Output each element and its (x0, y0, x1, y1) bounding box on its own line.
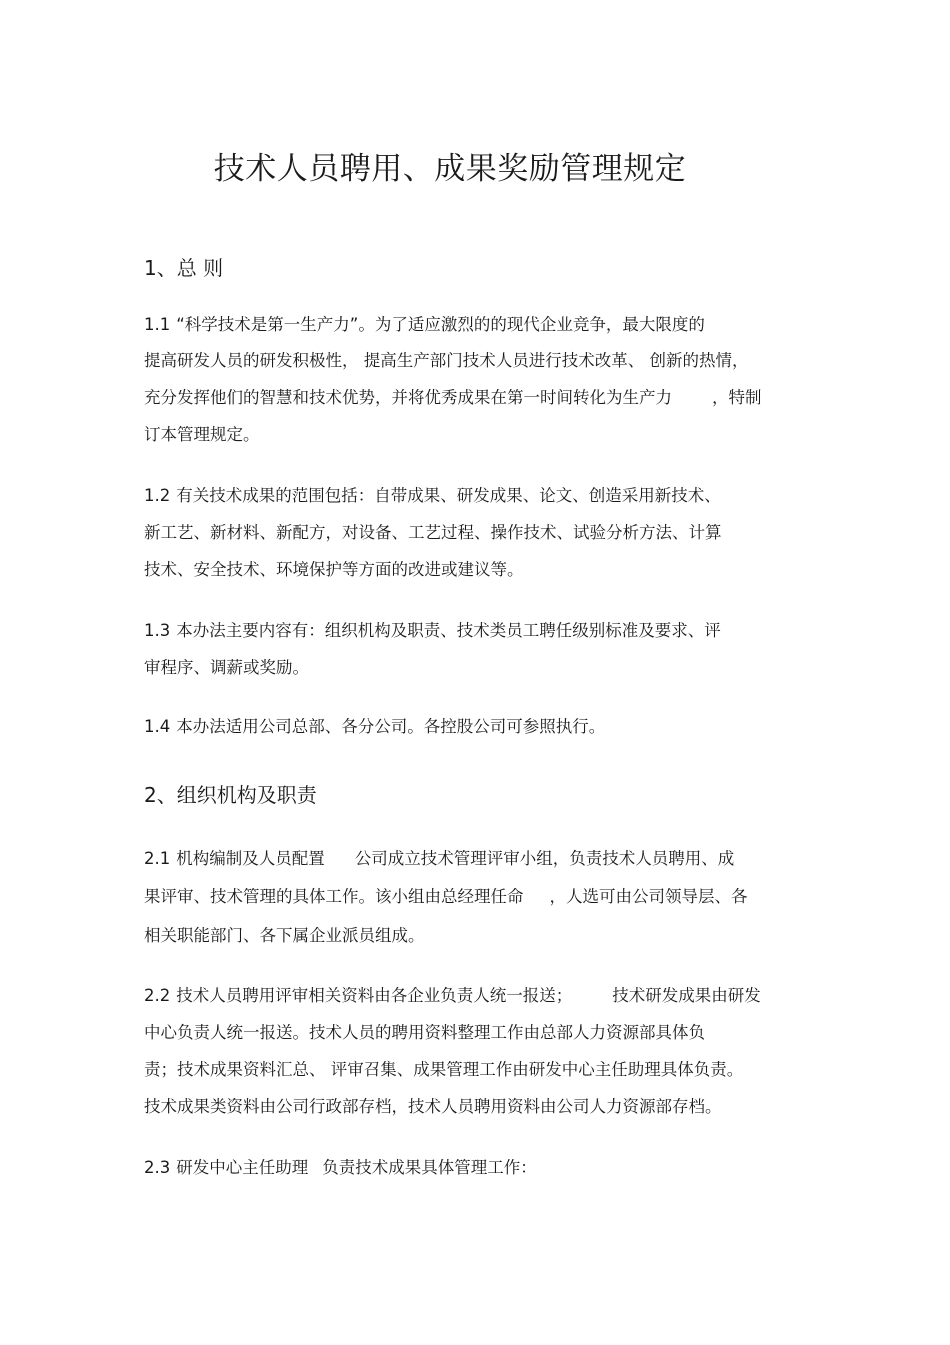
section-heading-1: 1、总 则 (144, 256, 224, 280)
paragraph-1-2-line-1 (144, 484, 721, 508)
clause-number: 2.2 (144, 986, 171, 1005)
text: 本办法适用公司总部、各分公司。各控股公司可参照执行。 (176, 717, 606, 736)
paragraph-2-1-line-1 (144, 847, 734, 871)
paragraph-1-4-line-1 (144, 715, 605, 739)
clause-number: 1.3 (144, 621, 171, 640)
text: 有关技术成果的范围包括：自带成果、研发成果、论文、创造采用新技术、 (176, 486, 721, 505)
paragraph-2-1-line-2 (144, 885, 748, 909)
text: 公司成立技术管理评审小组，负责技术人员聘用、成 (354, 849, 735, 868)
clause-number: 1.2 (144, 486, 171, 505)
paragraph-1-2-line-3: 技术、安全技术、环境保护等方面的改进或建议等。 (144, 560, 524, 579)
clause-number: 1.4 (144, 717, 171, 736)
document-title: 技术人员聘用、成果奖励管理规定 (213, 151, 687, 187)
text: ，特制 (712, 388, 762, 407)
paragraph-2-2-line-1 (144, 984, 761, 1008)
text: ，人选可由公司领导层、各 (549, 887, 748, 906)
clause-number: 2.1 (144, 849, 171, 868)
text: 机构编制及人员配置 (176, 849, 325, 868)
paragraph-2-2-line-3: 责；技术成果资料汇总、 评审召集、成果管理工作由研发中心主任助理具体负责。 (144, 1060, 744, 1079)
text: 研发中心主任助理 (176, 1158, 309, 1177)
paragraph-1-2-line-2: 新工艺、新材料、新配方，对设备、工艺过程、操作技术、试验分析方法、计算 (144, 523, 722, 542)
text: 果评审、技术管理的具体工作。该小组由总经理任命 (144, 887, 524, 906)
paragraph-2-2-line-4: 技术成果类资料由公司行政部存档，技术人员聘用资料由公司人力资源部存档。 (144, 1097, 722, 1116)
clause-number: 1.1 (144, 315, 171, 334)
paragraph-1-1-line-1 (144, 313, 705, 337)
text: “科学技术是第一生产力”。为了适应激烈的的现代企业竞争，最大限度的 (176, 315, 705, 334)
text: 充分发挥他们的智慧和技术优势，并将优秀成果在第一时间转化为生产力 (144, 388, 672, 407)
text: 本办法主要内容有：组织机构及职责、技术类员工聘任级别标准及要求、评 (176, 621, 721, 640)
paragraph-2-3-line-1 (144, 1156, 537, 1180)
section-heading-2: 2、组织机构及职责 (144, 783, 317, 807)
text: 负责技术成果具体管理工作： (322, 1158, 537, 1177)
paragraph-1-1-line-4: 订本管理规定。 (144, 425, 260, 444)
paragraph-1-1-line-3 (144, 386, 762, 410)
text: 技术人员聘用评审相关资料由各企业负责人统一报送； (176, 986, 573, 1005)
clause-number: 2.3 (144, 1158, 171, 1177)
paragraph-2-1-line-3: 相关职能部门、各下属企业派员组成。 (144, 926, 425, 945)
paragraph-2-2-line-2: 中心负责人统一报送。技术人员的聘用资料整理工作由总部人力资源部具体负 (144, 1023, 705, 1042)
text: 技术研发成果由研发 (612, 986, 761, 1005)
paragraph-1-1-line-2: 提高研发人员的研发积极性， 提高生产部门技术人员进行技术改革、 创新的热情， (144, 351, 749, 370)
paragraph-1-3-line-2: 审程序、调薪或奖励。 (144, 658, 309, 677)
paragraph-1-3-line-1 (144, 619, 721, 643)
